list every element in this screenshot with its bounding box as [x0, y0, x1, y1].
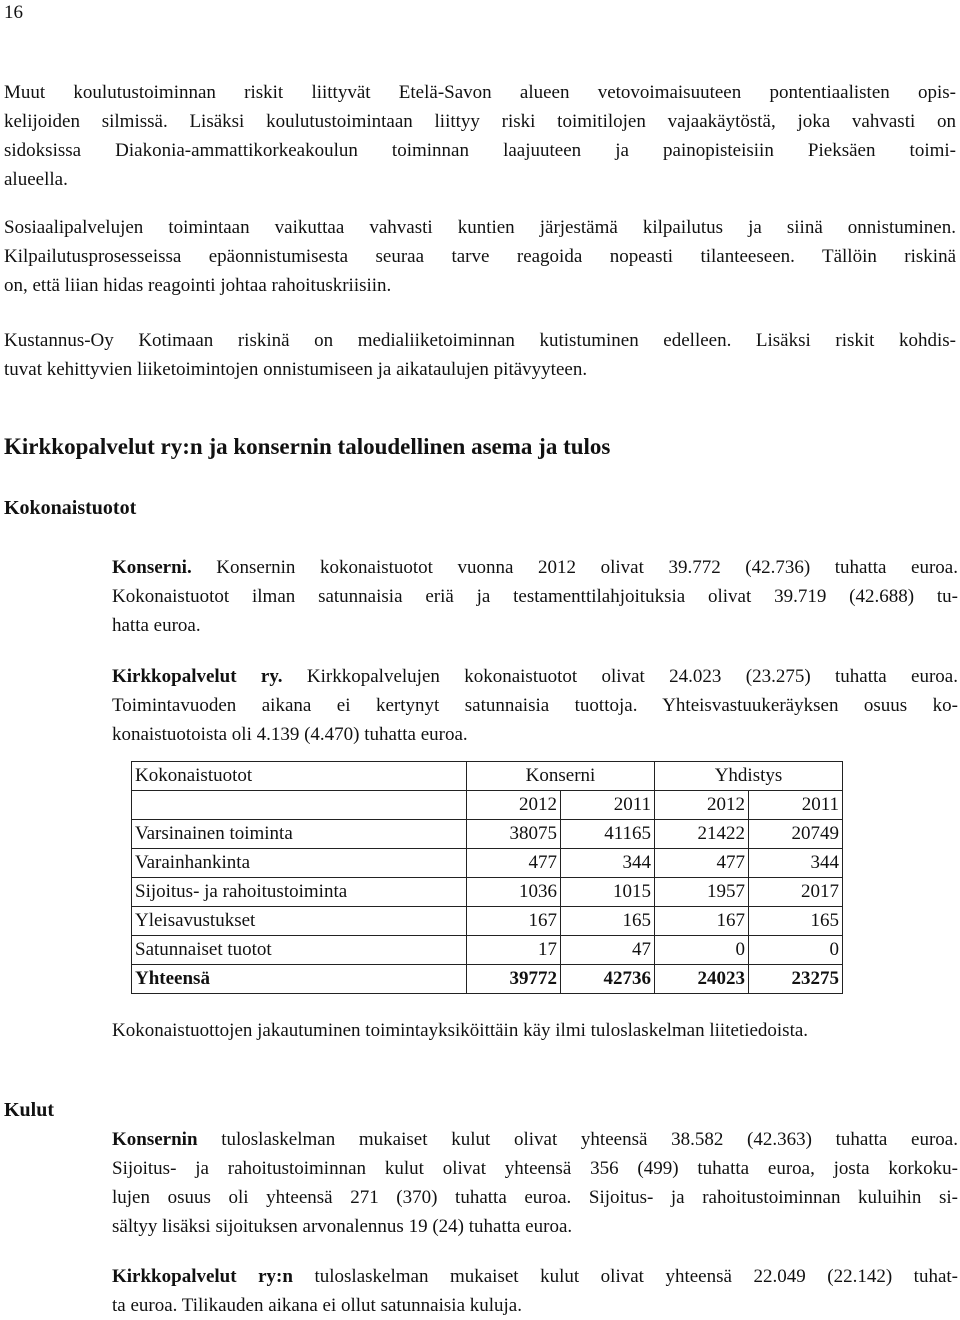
table-years-row — [132, 791, 843, 820]
costs-konserni-paragraph: Konsernin tuloslaskelman mukaiset kulut olivat yhteensä 38.582 (42.363) tuhatta euroa. Sijoitus- ja rahoitustoiminnan kulut olivat yhteensä 356 (499) tuhatta euroa, josta korkoku- lujen osuus oli yhteensä 271 (370) tuhatta euroa. Sijoitus- ja rahoitustoiminnan kuluihin si- sältyy lisäksi sijoituksen arvonalennus 19 (24) tuhatta euroa. — [112, 1129, 958, 1237]
risk-paragraph-education: Muut koulutustoiminnan riskit liittyvät Etelä-Savon alueen vetovoimaisuuteen pontentiaalisten opis- kelijoiden silmissä. Lisäksi koulutustoimintaan liittyy riski toimitilojen vajaakäytöstä, joka vahvasti on sidoksissa Diakonia-ammattikorkeakoulun toiminnan laajuuteen ja painopisteisiin Pieksäen toimi- alueella. — [4, 82, 956, 190]
konserni-label: Konserni. — [112, 557, 192, 578]
table-header-row — [132, 762, 843, 791]
income-heading: Kokonaistuotot — [4, 497, 137, 519]
income-table — [131, 761, 843, 994]
income-konserni-paragraph: Konserni. Konsernin kokonaistuotot vuonna 2012 olivat 39.772 (42.736) tuhatta euroa. Kokonaistuotot ilman satunnaisia eriä ja testamenttilahjoituksia olivat 39.719 (42.688) tu- hatta euroa. — [112, 557, 958, 636]
income-ry-paragraph: Kirkkopalvelut ry. Kirkkopalvelujen kokonaistuotot olivat 24.023 (23.275) tuhatta euroa. Toimintavuoden aikana ei kertynyt satunnaisia tuottoja. Yhteisvastuukeräyksen osuus ko- konaistuotoista oli 4.139 (4.470) tuhatta euroa. — [112, 666, 958, 745]
income-note: Kokonaistuottojen jakautuminen toimintayksiköittäin käy ilmi tuloslaskelman liitetiedoista. — [112, 1020, 809, 1041]
table-total-row: Yhteensä 39772 42736 24023 23275 — [132, 965, 843, 994]
costs-ry-label: Kirkkopalvelut ry:n — [112, 1266, 293, 1287]
risk-paragraph-kotimaa: Kustannus-Oy Kotimaan riskinä on medialiiketoiminnan kutistuminen edelleen. Lisäksi riskit kohdis- tuvat kehittyvien liiketoimintojen onnistumiseen ja aikataulujen pitävyyteen. — [4, 330, 956, 380]
costs-ry-paragraph: Kirkkopalvelut ry:n tuloslaskelman mukaiset kulut olivat yhteensä 22.049 (22.142) tuhat- ta euroa. Tilikauden aikana ei ollut satunnaisia kuluja. — [112, 1266, 958, 1316]
costs-konserni-label: Konsernin — [112, 1129, 198, 1150]
table-row: Satunnaiset tuotot 17 47 0 0 — [132, 936, 843, 965]
section-title: Kirkkopalvelut ry:n ja konsernin taloudellinen asema ja tulos — [4, 434, 611, 459]
year-cell: 2011 — [561, 791, 655, 820]
year-cell: 2012 — [655, 791, 749, 820]
page-number: 16 — [4, 2, 23, 23]
table-header-label: Kokonaistuotot — [132, 762, 467, 791]
costs-heading: Kulut — [4, 1099, 55, 1121]
risk-paragraph-social-services: Sosiaalipalvelujen toimintaan vaikuttaa vahvasti kuntien järjestämä kilpailutus ja siinä onnistuminen. Kilpailutusprosesseissa epäonnistumisesta seuraa tarve reagoida nopeasti tilanteeseen. Tällöin riskinä on, että liian hidas reagointi johtaa rahoituskriisiin. — [4, 217, 956, 296]
table-row: Yleisavustukset 167 165 167 165 — [132, 907, 843, 936]
table-group-yhdistys: Yhdistys — [655, 762, 843, 791]
year-cell: 2011 — [749, 791, 843, 820]
year-cell: 2012 — [467, 791, 561, 820]
ry-label: Kirkkopalvelut ry. — [112, 666, 283, 687]
table-row: Varainhankinta 477 344 477 344 — [132, 849, 843, 878]
table-row: Sijoitus- ja rahoitustoiminta 1036 1015 1957 2017 — [132, 878, 843, 907]
table-group-konserni: Konserni — [467, 762, 655, 791]
table-row: Varsinainen toiminta 38075 41165 21422 20749 — [132, 820, 843, 849]
